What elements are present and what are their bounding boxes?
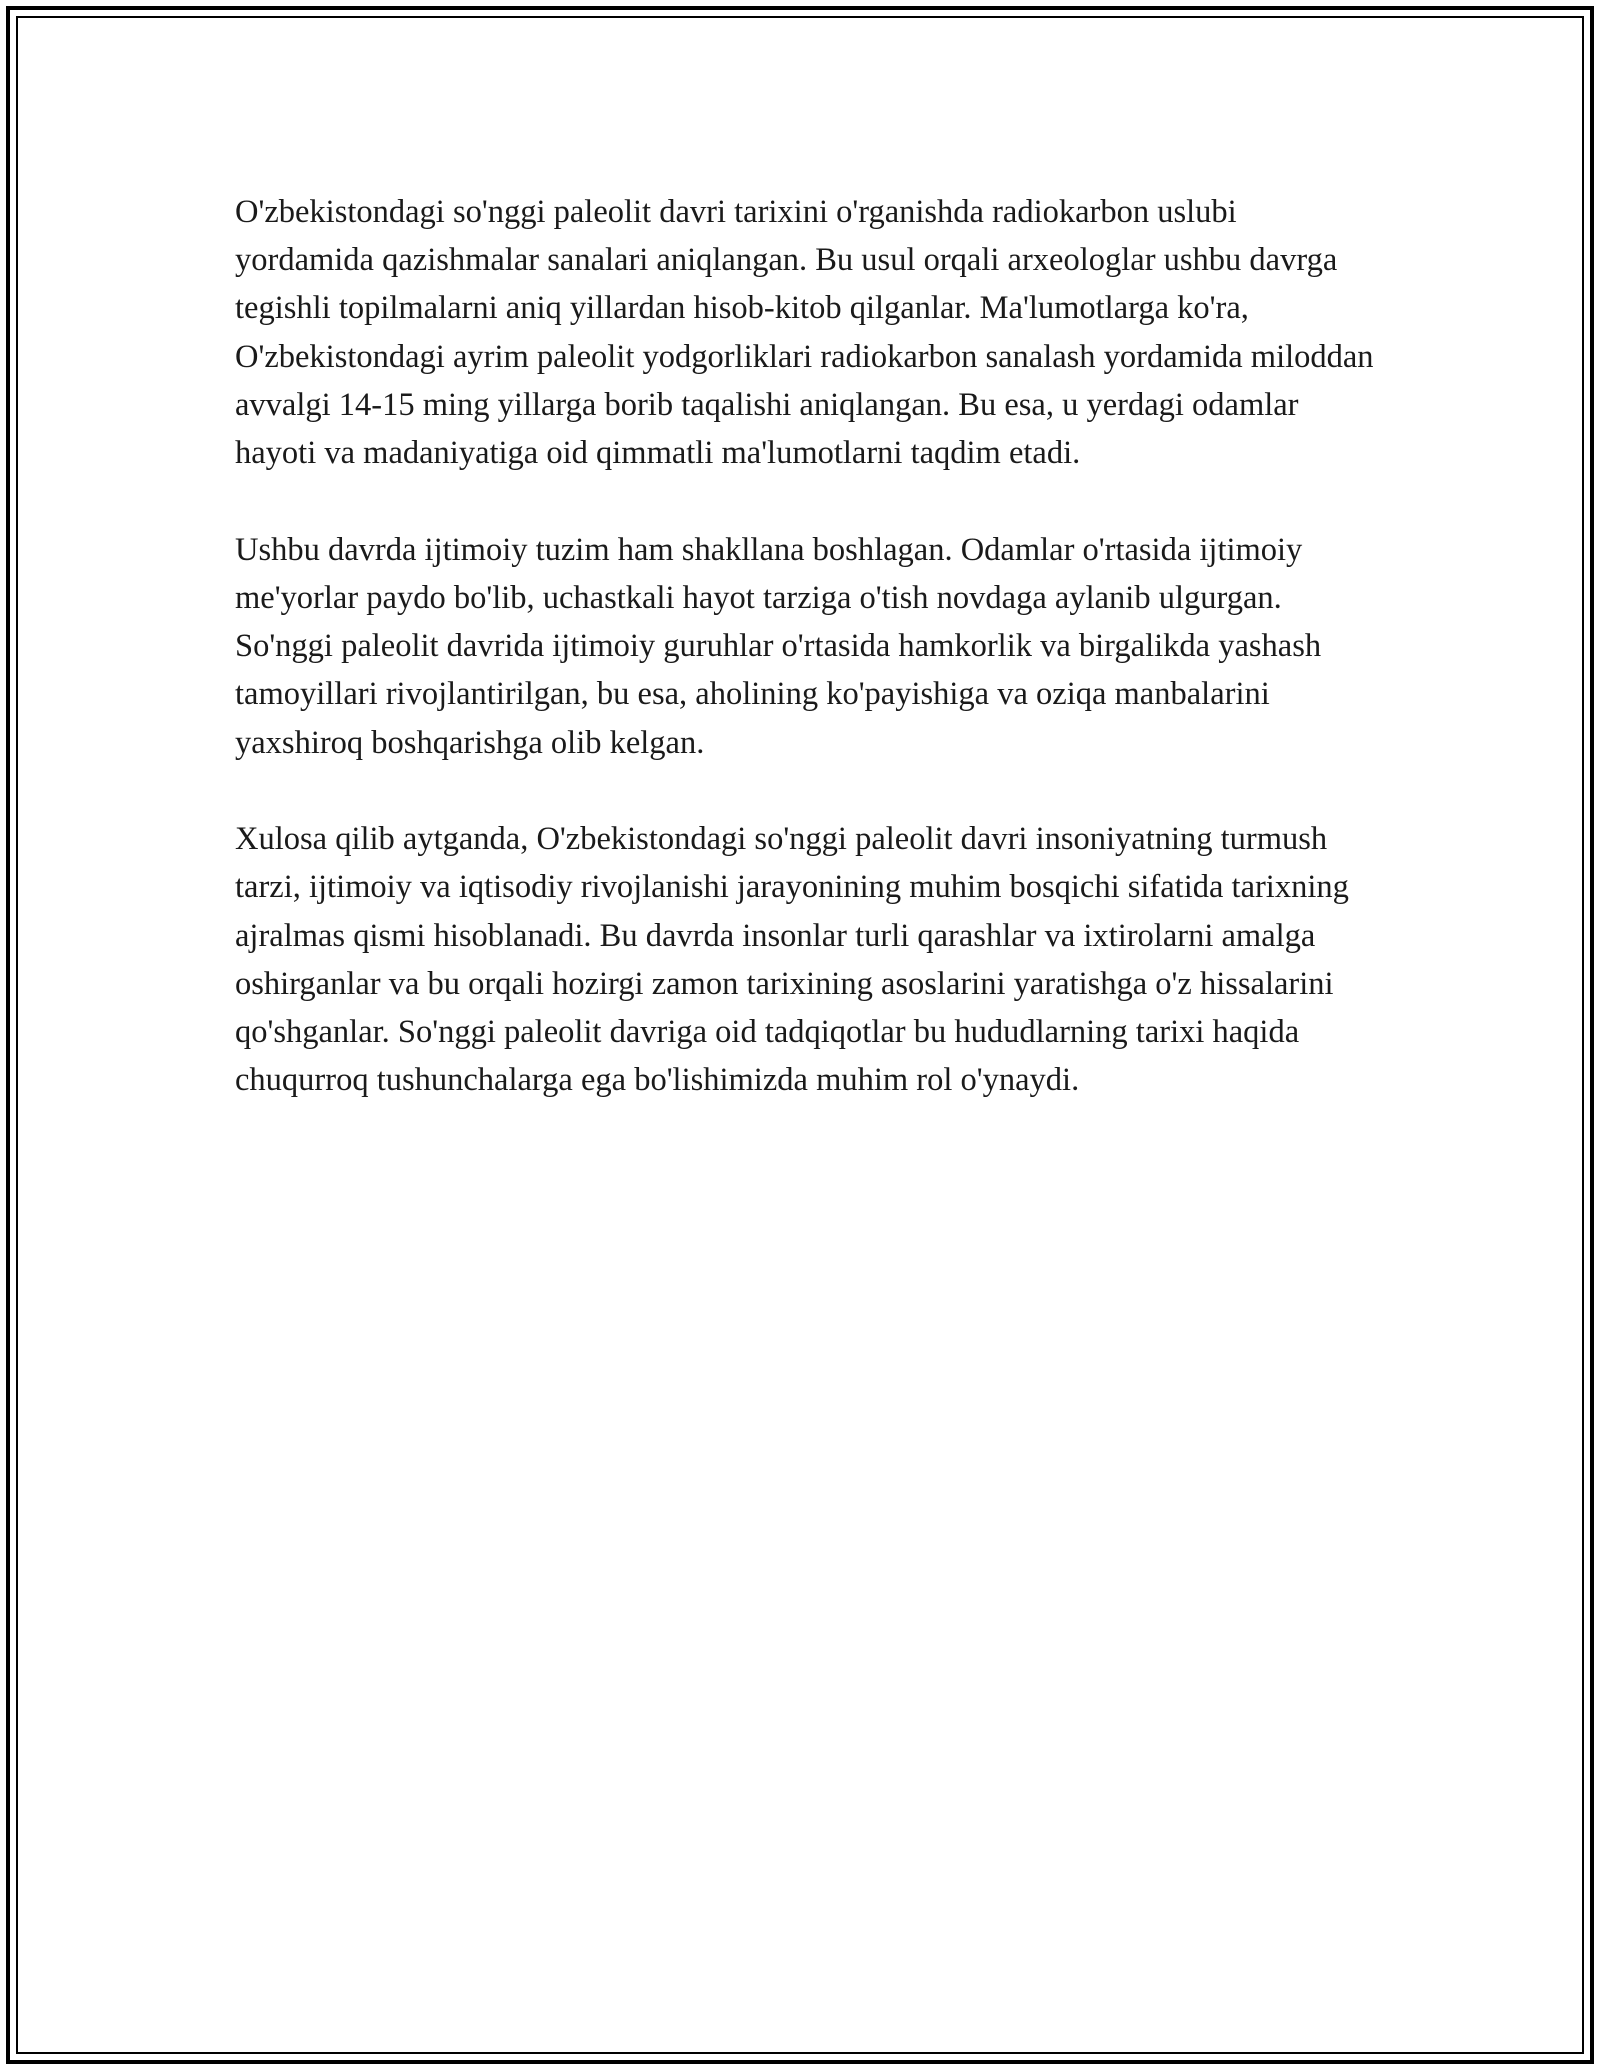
paragraph-1: O'zbekistondagi so'nggi paleolit davri tarixini o'rganishda radiokarbon uslubi yordamida qazishmalar sanalari aniqlangan. Bu usul orqali arxeologlar ushbu davrga tegishli topilmalarni aniq yillardan hisob-kitob qilganlar. Ma'lumotlarga ko'ra, O'zbekistondagi ayrim paleolit yodgorliklari radiokarbon sanalash yordamida miloddan avvalgi 14-15 ming yillarga borib taqalishi aniqlangan. Bu esa, u yerdagi odamlar hayoti va madaniyatiga oid qimmatli ma'lumotlarni taqdim etadi. [235,194,1374,472]
paragraph-3: Xulosa qilib aytganda, O'zbekistondagi so'nggi paleolit davri insoniyatning turmush tarzi, ijtimoiy va iqtisodiy rivojlanishi jarayonining muhim bosqichi sifatida tarixning ajralmas qismi hisoblanadi. Bu davrda insonlar turli qarashlar va ixtirolarni amalga oshirganlar va bu orqali hozirgi zamon tarixining asoslarini yaratishga o'z hissalarini qo'shganlar. So'nggi paleolit davriga oid tadqiqotlar bu hududlarning tarixi haqida chuqurroq tushunchalarga ega bo'lishimizda muhim rol o'ynaydi. [235,821,1349,1099]
paragraph-2: Ushbu davrda ijtimoiy tuzim ham shakllana boshlagan. Odamlar o'rtasida ijtimoiy me'yorlar paydo bo'lib, uchastkali hayot tarziga o'tish novdaga aylanib ulgurgan. So'nggi paleolit davrida ijtimoiy guruhlar o'rtasida hamkorlik va birgalikda yashash tamoyillari rivojlantirilgan, bu esa, aholining ko'payishiga va oziqa manbalarini yaxshiroq boshqarishga olib kelgan. [235,531,1322,761]
document-body [235,188,1375,1153]
